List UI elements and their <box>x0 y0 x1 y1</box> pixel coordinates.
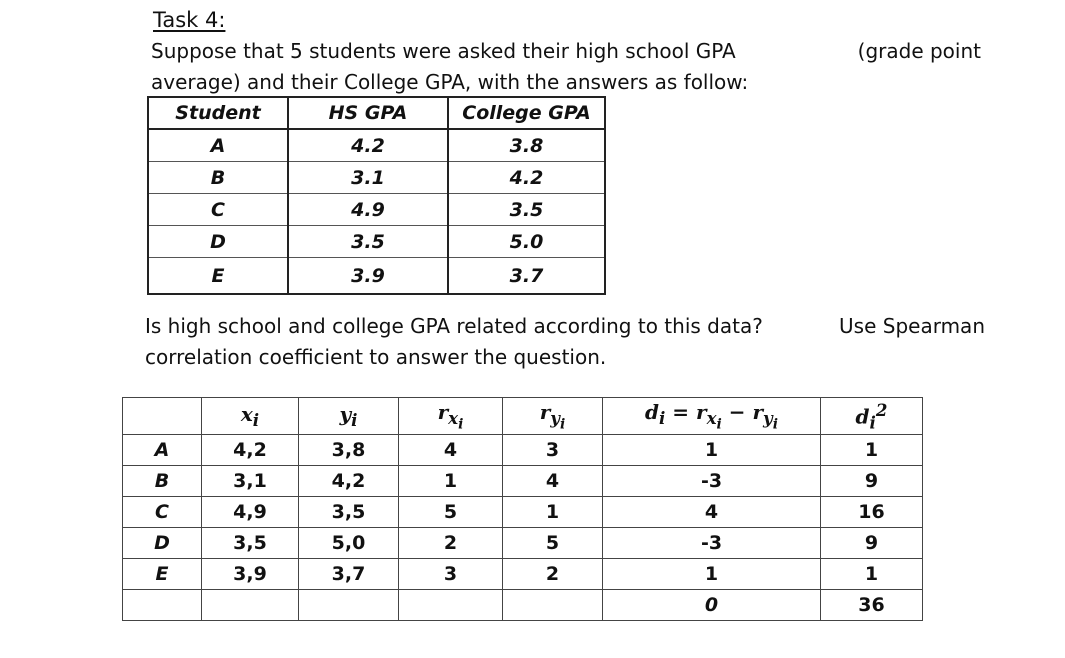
cell-d-squared: 1 <box>821 435 923 466</box>
spearman-calculation-table <box>122 397 923 621</box>
cell-rank-y: 4 <box>503 466 603 497</box>
cell-hs-gpa: 4.9 <box>288 194 448 226</box>
totals-row <box>123 590 923 621</box>
total-d-squared: 36 <box>821 590 923 621</box>
cell-x: 3,5 <box>202 528 299 559</box>
total-blank <box>299 590 399 621</box>
table-row <box>123 559 923 590</box>
cell-rank-y: 3 <box>503 435 603 466</box>
intro-line1-b: (grade point <box>857 39 981 63</box>
cell-y: 3,7 <box>299 559 399 590</box>
cell-label: E <box>123 559 202 590</box>
cell-hs-gpa: 3.5 <box>288 226 448 258</box>
cell-x: 4,9 <box>202 497 299 528</box>
cell-college-gpa: 4.2 <box>448 162 605 194</box>
intro-line2: average) and their College GPA, with the answers as follow: <box>151 70 749 94</box>
header-y: $y_i$ <box>299 398 399 435</box>
cell-student: D <box>148 226 288 258</box>
table-header-row <box>148 97 605 129</box>
cell-d-squared: 16 <box>821 497 923 528</box>
table-row <box>148 258 605 295</box>
cell-rank-x: 1 <box>399 466 503 497</box>
question-line2: correlation coefficient to answer the question. <box>145 345 607 369</box>
cell-college-gpa: 5.0 <box>448 226 605 258</box>
table-row <box>123 466 923 497</box>
cell-d-squared: 9 <box>821 466 923 497</box>
cell-rank-x: 2 <box>399 528 503 559</box>
cell-label: B <box>123 466 202 497</box>
cell-x: 3,9 <box>202 559 299 590</box>
question-paragraph <box>145 311 985 373</box>
question-line1-a: Is high school and college GPA related according to this data? <box>145 314 763 338</box>
cell-d: 1 <box>603 559 821 590</box>
intro-line1-a: Suppose that 5 students were asked their high school GPA <box>151 39 736 63</box>
cell-d: -3 <box>603 466 821 497</box>
table-row <box>123 497 923 528</box>
header-rank-y: $r_{y_i}$ <box>503 398 603 435</box>
header-hs-gpa: HS GPA <box>288 97 448 129</box>
question-line1-b: Use Spearman <box>839 314 985 338</box>
header-d-formula: $d_i = r_{x_i} - r_{y_i}$ <box>603 398 821 435</box>
cell-rank-y: 5 <box>503 528 603 559</box>
cell-hs-gpa: 3.9 <box>288 258 448 295</box>
intro-paragraph <box>151 36 981 98</box>
cell-y: 3,8 <box>299 435 399 466</box>
table-row <box>148 162 605 194</box>
cell-x: 4,2 <box>202 435 299 466</box>
cell-label: C <box>123 497 202 528</box>
cell-y: 5,0 <box>299 528 399 559</box>
header-rank-x: $r_{x_i}$ <box>399 398 503 435</box>
table-row <box>148 129 605 162</box>
total-blank <box>503 590 603 621</box>
header-college-gpa: College GPA <box>448 97 605 129</box>
cell-student: A <box>148 129 288 162</box>
cell-y: 4,2 <box>299 466 399 497</box>
cell-d: -3 <box>603 528 821 559</box>
header-d-squared: $d_i^2$ <box>821 398 923 435</box>
table-row <box>123 528 923 559</box>
cell-rank-y: 1 <box>503 497 603 528</box>
cell-hs-gpa: 4.2 <box>288 129 448 162</box>
cell-rank-x: 4 <box>399 435 503 466</box>
total-blank <box>202 590 299 621</box>
table-row <box>148 194 605 226</box>
header-blank <box>123 398 202 435</box>
cell-y: 3,5 <box>299 497 399 528</box>
cell-student: C <box>148 194 288 226</box>
cell-d: 1 <box>603 435 821 466</box>
cell-college-gpa: 3.5 <box>448 194 605 226</box>
cell-rank-y: 2 <box>503 559 603 590</box>
cell-x: 3,1 <box>202 466 299 497</box>
cell-hs-gpa: 3.1 <box>288 162 448 194</box>
header-x: $x_i$ <box>202 398 299 435</box>
cell-college-gpa: 3.8 <box>448 129 605 162</box>
table-header-row <box>123 398 923 435</box>
cell-rank-x: 5 <box>399 497 503 528</box>
cell-label: D <box>123 528 202 559</box>
cell-college-gpa: 3.7 <box>448 258 605 295</box>
total-d: 0 <box>603 590 821 621</box>
task-title: Task 4: <box>153 8 226 32</box>
cell-d: 4 <box>603 497 821 528</box>
total-blank <box>123 590 202 621</box>
cell-d-squared: 9 <box>821 528 923 559</box>
cell-student: B <box>148 162 288 194</box>
cell-rank-x: 3 <box>399 559 503 590</box>
cell-student: E <box>148 258 288 295</box>
cell-d-squared: 1 <box>821 559 923 590</box>
cell-label: A <box>123 435 202 466</box>
table-row <box>148 226 605 258</box>
total-blank <box>399 590 503 621</box>
header-student: Student <box>148 97 288 129</box>
table-row <box>123 435 923 466</box>
gpa-data-table <box>147 96 606 295</box>
